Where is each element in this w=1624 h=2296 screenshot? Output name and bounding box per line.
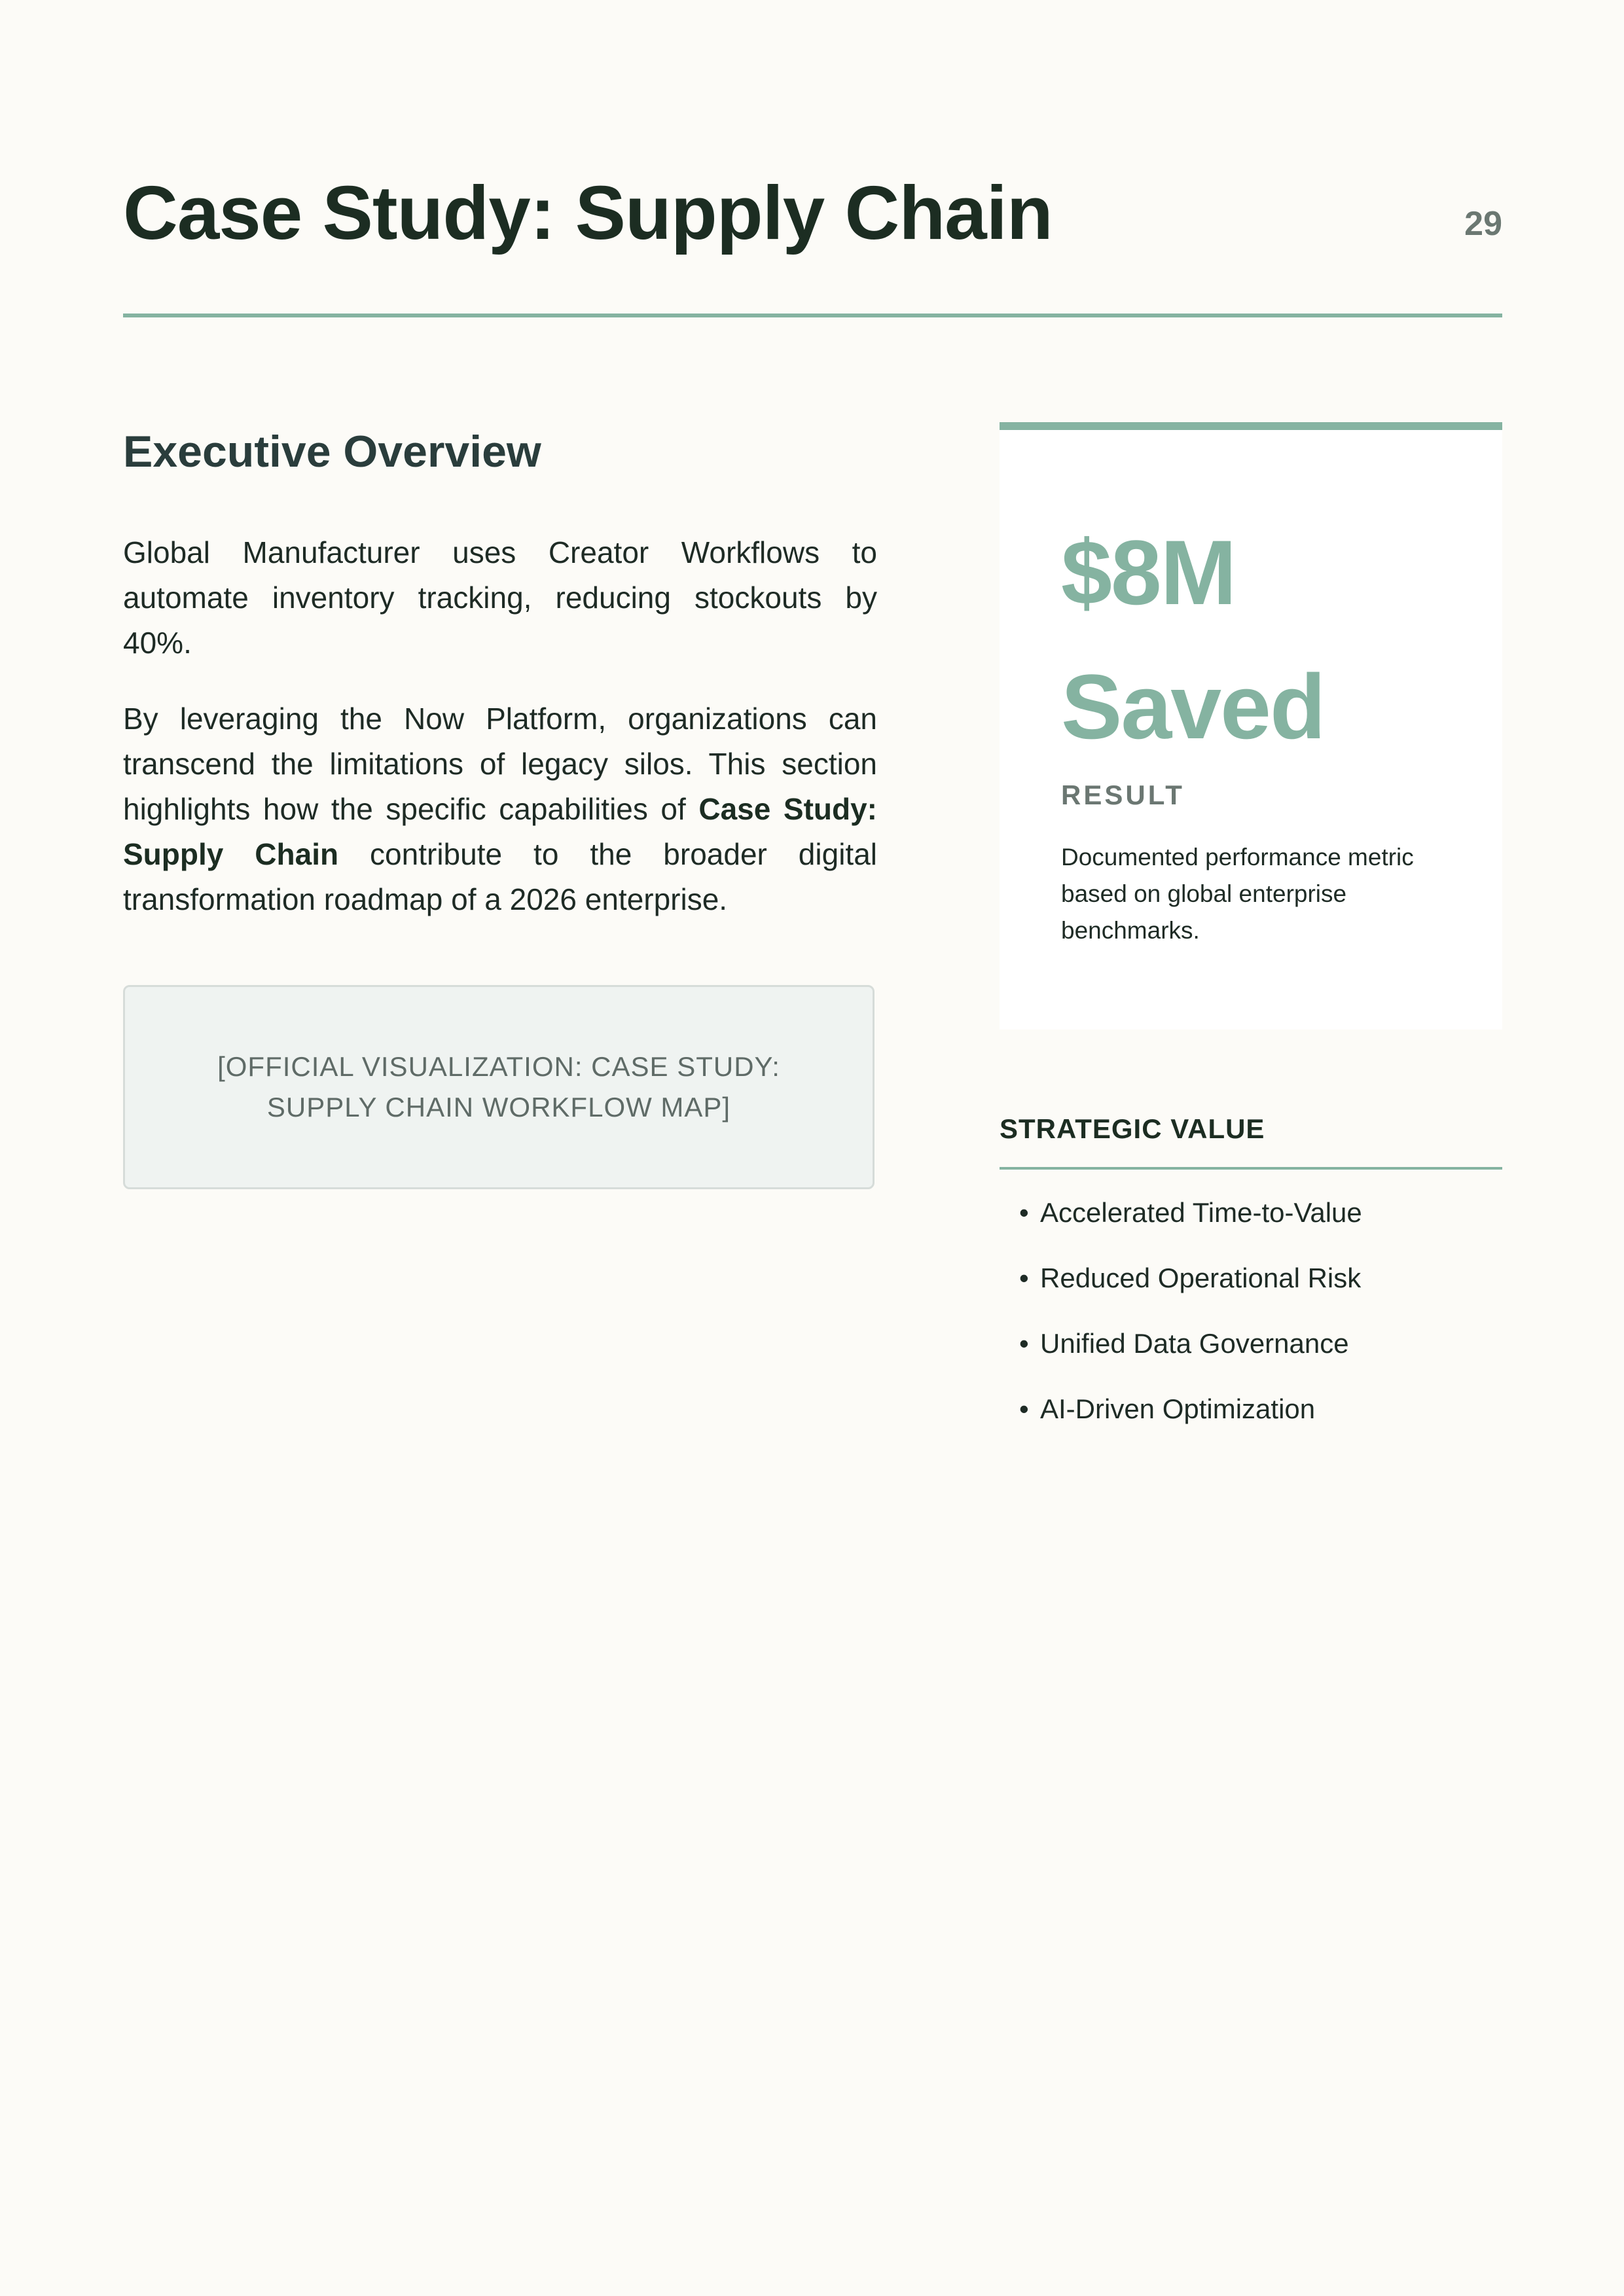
strategic-value-section: [1000, 1109, 1502, 1455]
header-divider: [123, 314, 1502, 317]
strategic-value-divider: [1000, 1167, 1502, 1170]
paragraph-2-emphasis: Case Study: Supply Chain: [123, 792, 877, 871]
strategic-value-title: STRATEGIC VALUE: [1000, 1113, 1265, 1144]
stat-description: Documented performance metric based on global enterprise benchmarks.: [1061, 844, 1414, 944]
stat-value: $8M Saved: [1061, 521, 1325, 758]
section-heading: Executive Overview: [123, 427, 541, 476]
page-header: [123, 164, 1502, 262]
list-item: [1000, 1390, 1502, 1429]
paragraph-2-outro: contribute to the broader digital transformation roadmap of a 2026 enterprise.: [123, 837, 877, 916]
page-title: Case Study: Supply Chain: [123, 170, 1053, 255]
bullet-icon: •: [1019, 1393, 1029, 1424]
paragraph-2-intro: By leveraging the Now Platform, organizations can transcend the limitations of legacy silos. This section highlights how the specific capabilities of: [123, 702, 877, 826]
list-item: [1000, 1259, 1502, 1298]
list-item: [1000, 1324, 1502, 1363]
bullet-icon: •: [1019, 1197, 1029, 1228]
visualization-placeholder: [123, 985, 875, 1189]
bullet-icon: •: [1019, 1328, 1029, 1359]
list-item-label: Reduced Operational Risk: [1040, 1263, 1362, 1293]
bullet-icon: •: [1019, 1263, 1029, 1293]
list-item-label: AI-Driven Optimization: [1040, 1393, 1316, 1424]
strategic-value-list: [1000, 1193, 1502, 1429]
stat-label: RESULT: [1061, 780, 1185, 810]
page-number: 29: [1464, 205, 1502, 243]
overview-paragraph-2: [123, 696, 877, 922]
visualization-placeholder-text: [OFFICIAL VISUALIZATION: CASE STUDY: SUPPLY CHAIN WORKFLOW MAP]: [217, 1051, 780, 1122]
list-item: [1000, 1193, 1502, 1232]
overview-section: [123, 419, 877, 1189]
page: [123, 0, 1502, 2296]
list-item-label: Accelerated Time-to-Value: [1040, 1197, 1362, 1228]
result-stat-card: [1000, 422, 1502, 1030]
list-item-label: Unified Data Governance: [1040, 1328, 1349, 1359]
overview-paragraph-1: Global Manufacturer uses Creator Workflows to automate inventory tracking, reducing stockouts by 40%.: [123, 535, 877, 660]
